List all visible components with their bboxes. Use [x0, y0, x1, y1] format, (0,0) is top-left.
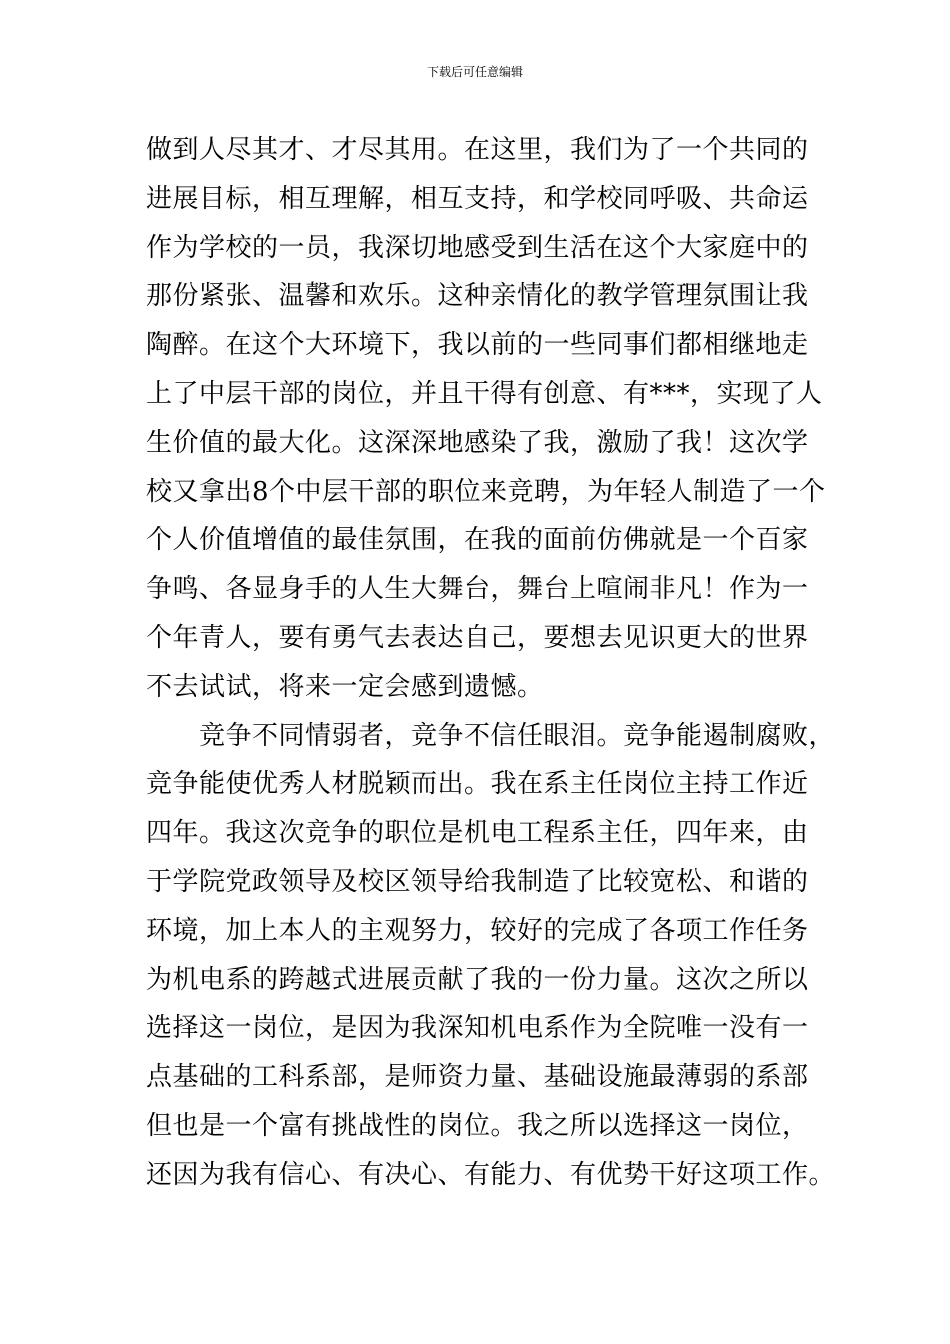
- text-line: 竞争不同情弱者，竞争不信任眼泪。竞争能遏制腐败，: [146, 720, 836, 751]
- text-line: 进展目标，相互理解，相互支持，和学校同呼吸、共命运: [146, 183, 809, 214]
- text-line: 为机电系的跨越式进展贡献了我的一份力量。这次之所以: [146, 964, 809, 995]
- text-line: 点基础的工科系部，是师资力量、基础设施最薄弱的系部: [146, 1062, 809, 1093]
- text-line: 生价值的最大化。这深深地感染了我，激励了我！这次学: [146, 427, 809, 458]
- text-line: 四年。我这次竞争的职位是机电工程系主任，四年来，由: [146, 818, 809, 849]
- text-line: 但也是一个富有挑战性的岗位。我之所以选择这一岗位，: [146, 1110, 809, 1141]
- text-line: 环境，加上本人的主观努力，较好的完成了各项工作任务: [146, 915, 809, 946]
- text-line: 作为学校的一员，我深切地感受到生活在这个大家庭中的: [146, 232, 809, 263]
- text-line: 竞争能使优秀人材脱颖而出。我在系主任岗位主持工作近: [146, 769, 809, 800]
- text-line: 于学院党政领导及校区领导给我制造了比较宽松、和谐的: [146, 866, 809, 897]
- text-line: 还因为我有信心、有决心、有能力、有优势干好这项工作。: [146, 1159, 836, 1190]
- text-line: 上了中层干部的岗位，并且干得有创意、有***，实现了人: [146, 378, 823, 409]
- text-line: 不去试试，将来一定会感到遗憾。: [146, 671, 544, 702]
- text-line: 那份紧张、温馨和欢乐。这种亲情化的教学管理氛围让我: [146, 281, 809, 312]
- text-line: 做到人尽其才、才尽其用。在这里，我们为了一个共同的: [146, 135, 809, 165]
- text-line: 争鸣、各显身手的人生大舞台，舞台上喧闹非凡！作为一: [146, 574, 809, 605]
- document-body: [146, 126, 846, 1200]
- text-line: 选择这一岗位，是因为我深知机电系作为全院唯一没有一: [146, 1013, 809, 1044]
- text-line: 个年青人，要有勇气去表达自己，要想去见识更大的世界: [146, 622, 809, 653]
- text-line: 个人价值增值的最佳氛围，在我的面前仿佛就是一个百家: [146, 525, 809, 556]
- text-line: 校又拿出8个中层干部的职位来竞聘，为年轻人制造了一个: [146, 476, 826, 507]
- page-header: 下载后可任意编辑: [426, 65, 523, 79]
- text-line: 陶醉。在这个大环境下，我以前的一些同事们都相继地走: [146, 330, 809, 361]
